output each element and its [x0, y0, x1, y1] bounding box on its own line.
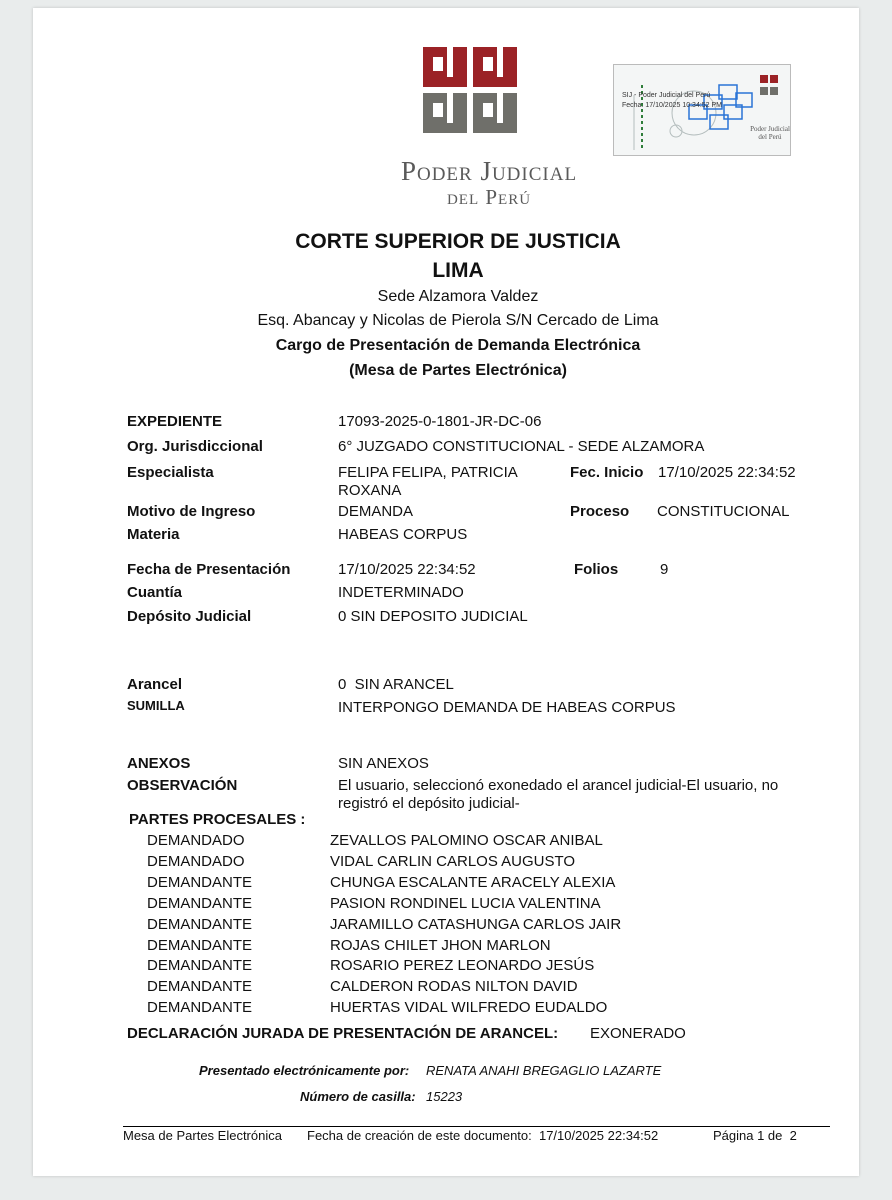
- party-role: DEMANDADO: [147, 852, 245, 870]
- parties-title: PARTES PROCESALES :: [129, 811, 306, 828]
- folios-label: Folios: [574, 561, 619, 578]
- materia-value: HABEAS CORPUS: [338, 526, 468, 543]
- stamp-logo-text: [750, 125, 790, 141]
- observacion-value-line1: El usuario, seleccionó exonedado el arancel judicial-El usuario, no: [338, 777, 779, 794]
- cuantia-label: Cuantía: [127, 584, 183, 601]
- motivo-value: DEMANDA: [338, 503, 414, 520]
- institution-line1: Poder Judicial: [400, 156, 578, 186]
- party-role: DEMANDANTE: [147, 894, 253, 912]
- party-name: HUERTAS VIDAL WILFREDO EUDALDO: [330, 999, 608, 1017]
- party-name: PASION RONDINEL LUCIA VALENTINA: [330, 894, 601, 912]
- proceso-label: Proceso: [570, 503, 630, 520]
- casilla-label: Número de casilla:: [300, 1089, 416, 1104]
- footer-page: Página 1 de 2: [713, 1128, 797, 1143]
- fec-inicio-label: Fec. Inicio: [570, 464, 644, 481]
- fecha-presentacion-label: Fecha de Presentación: [127, 561, 291, 578]
- presented-label: Presentado electrónicamente por:: [199, 1063, 410, 1078]
- observacion-label: OBSERVACIÓN: [127, 777, 238, 794]
- stamp-line2: Fecha: 17/10/2025 10:34:52 PM: [622, 102, 723, 109]
- materia-label: Materia: [127, 526, 180, 543]
- party-role: DEMANDANTE: [147, 915, 253, 933]
- declaration-label: DECLARACIÓN JURADA DE PRESENTACIÓN DE ARANCEL:: [127, 1025, 559, 1042]
- sumilla-value: INTERPONGO DEMANDA DE HABEAS CORPUS: [338, 699, 676, 716]
- court-name: CORTE SUPERIOR DE JUSTICIA: [295, 230, 621, 253]
- proceso-value: CONSTITUCIONAL: [657, 503, 790, 520]
- especialista-label: Especialista: [127, 464, 214, 481]
- stamp-text: [622, 91, 722, 111]
- deposito-value: 0 SIN DEPOSITO JUDICIAL: [338, 608, 528, 625]
- party-role: DEMANDANTE: [147, 957, 253, 975]
- stamp-logo-text-1: Poder Judicial: [750, 125, 790, 133]
- document-page: [33, 8, 859, 1176]
- casilla-value: 15223: [426, 1089, 463, 1104]
- footer-divider: [123, 1126, 830, 1127]
- fecha-presentacion-value: 17/10/2025 22:34:52: [338, 561, 476, 578]
- folios-value: 9: [660, 561, 669, 578]
- court-city: LIMA: [432, 259, 484, 282]
- party-role: DEMANDANTE: [147, 978, 253, 996]
- party-role: DEMANDADO: [147, 832, 245, 849]
- document-subtitle: (Mesa de Partes Electrónica): [349, 362, 567, 379]
- party-name: ROSARIO PEREZ LEONARDO JESÚS: [330, 957, 595, 975]
- institution-name: [333, 156, 645, 210]
- motivo-label: Motivo de Ingreso: [127, 503, 256, 520]
- party-role: DEMANDANTE: [147, 873, 253, 891]
- arancel-label: Arancel: [127, 676, 183, 693]
- court-seat: Sede Alzamora Valdez: [377, 288, 539, 305]
- document-title: Cargo de Presentación de Demanda Electrónica: [275, 337, 641, 354]
- declaration-value: EXONERADO: [590, 1025, 686, 1042]
- org-label: Org. Jurisdiccional: [127, 438, 263, 455]
- stamp-line1: SIJ - Poder Judicial del Perú: [622, 92, 711, 99]
- party-role: DEMANDANTE: [147, 999, 253, 1017]
- institution-line2: del Perú: [446, 185, 532, 209]
- anexos-label: ANEXOS: [127, 755, 191, 772]
- stamp-logo-text-2: del Perú: [758, 133, 782, 141]
- sumilla-label: SUMILLA: [127, 698, 185, 713]
- party-name: VIDAL CARLIN CARLOS AUGUSTO: [330, 852, 576, 870]
- poder-judicial-logo-icon: [421, 45, 521, 137]
- party-name: JARAMILLO CATASHUNGA CARLOS JAIR: [330, 915, 622, 933]
- court-address: Esq. Abancay y Nicolas de Pierola S/N Cercado de Lima: [257, 312, 659, 329]
- arancel-value: 0 SIN ARANCEL: [338, 676, 454, 693]
- footer-middle: Fecha de creación de este documento: 17/10/2025 22:34:52: [307, 1128, 659, 1143]
- especialista-value-line2: ROXANA: [338, 482, 402, 499]
- expediente-label: EXPEDIENTE: [127, 413, 223, 430]
- footer-left: Mesa de Partes Electrónica: [123, 1128, 282, 1143]
- observacion-value-line2: registró el depósito judicial-: [338, 795, 520, 812]
- org-value: 6° JUZGADO CONSTITUCIONAL - SEDE ALZAMORA: [338, 438, 705, 455]
- party-role: DEMANDANTE: [147, 936, 253, 954]
- especialista-value-line1: FELIPA FELIPA, PATRICIA: [338, 464, 518, 481]
- party-name: CHUNGA ESCALANTE ARACELY ALEXIA: [330, 873, 616, 891]
- presented-value: RENATA ANAHI BREGAGLIO LAZARTE: [426, 1063, 662, 1078]
- party-name: CALDERON RODAS NILTON DAVID: [330, 978, 578, 996]
- deposito-label: Depósito Judicial: [127, 608, 252, 625]
- party-name: ROJAS CHILET JHON MARLON: [330, 936, 551, 954]
- anexos-value: SIN ANEXOS: [338, 755, 429, 772]
- fec-inicio-value: 17/10/2025 22:34:52: [658, 464, 796, 481]
- cuantia-value: INDETERMINADO: [338, 584, 464, 601]
- digital-signature-stamp: [613, 64, 791, 156]
- party-name: ZEVALLOS PALOMINO OSCAR ANIBAL: [330, 832, 603, 849]
- expediente-value: 17093-2025-0-1801-JR-DC-06: [338, 413, 542, 430]
